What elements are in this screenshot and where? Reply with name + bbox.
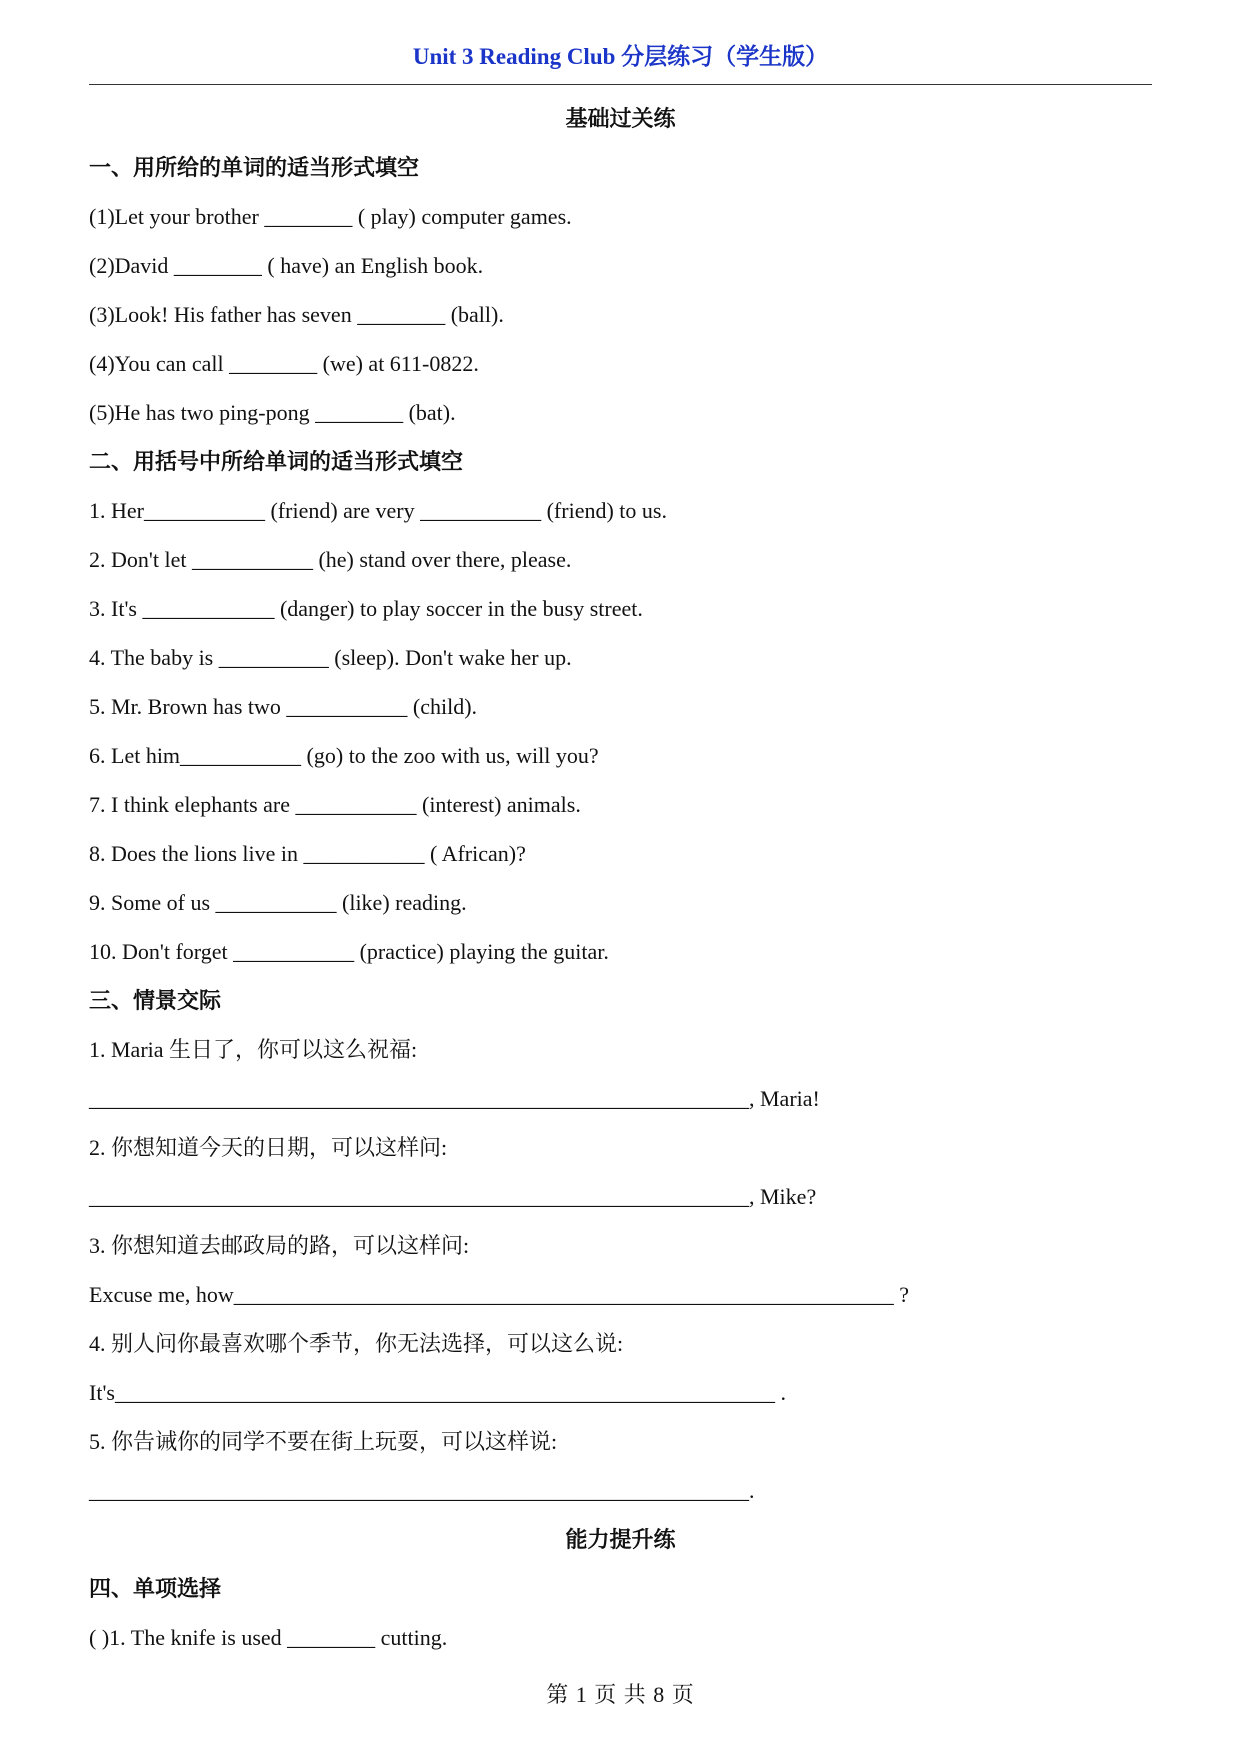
page-footer: 第 1 页 共 8 页 [546,1682,695,1707]
question-item: 5. Mr. Brown has two ___________ (child). [89,694,478,719]
section-title-basic: 基础过关练 [565,106,676,131]
question-item: 6. Let him___________ (go) to the zoo with us, will you? [89,743,599,768]
question-item: 1. Her___________ (friend) are very ___________ (friend) to us. [89,498,667,523]
question-item: 4. The baby is __________ (sleep). Don't wake her up. [89,645,572,670]
question-item: 2. 你想知道今天的日期，可以这样问: [89,1135,448,1160]
section-title-advanced: 能力提升练 [565,1527,676,1552]
answer-line: ____________________________________________________________, Mike? [89,1184,817,1209]
part3-heading: 三、情景交际 [89,988,222,1013]
answer-line: Excuse me, how____________________________________________________________ ? [89,1282,910,1307]
question-item: (5)He has two ping-pong ________ (bat). [89,400,456,425]
question-item: (2)David ________ ( have) an English book. [89,253,484,278]
question-item: 5. 你告诫你的同学不要在街上玩耍，可以这样说: [89,1429,558,1454]
answer-line: ____________________________________________________________. [89,1478,755,1503]
question-item: ( )1. The knife is used ________ cutting. [89,1625,448,1650]
question-item: 1. Maria 生日了，你可以这么祝福: [89,1037,418,1062]
question-item: 4. 别人问你最喜欢哪个季节，你无法选择，可以这么说: [89,1331,624,1356]
question-item: (1)Let your brother ________ ( play) computer games. [89,204,572,229]
question-item: 7. I think elephants are ___________ (interest) animals. [89,792,581,817]
question-item: 8. Does the lions live in ___________ ( African)? [89,841,526,866]
part4-heading: 四、单项选择 [89,1576,222,1601]
answer-line: ____________________________________________________________, Maria! [89,1086,820,1111]
question-item: 10. Don't forget ___________ (practice) playing the guitar. [89,939,609,964]
part2-heading: 二、用括号中所给单词的适当形式填空 [89,449,464,474]
question-item: 9. Some of us ___________ (like) reading. [89,890,467,915]
question-item: 3. 你想知道去邮政局的路，可以这样问: [89,1233,470,1258]
worksheet-content [89,94,1152,1662]
question-item: 2. Don't let ___________ (he) stand over there, please. [89,547,572,572]
answer-line: It's____________________________________________________________ . [89,1380,786,1405]
part1-heading: 一、用所给的单词的适当形式填空 [89,155,420,180]
page-header [89,28,1152,85]
question-item: (4)You can call ________ (we) at 611-0822. [89,351,479,376]
question-item: 3. It's ____________ (danger) to play soccer in the busy street. [89,596,643,621]
document-title: Unit 3 Reading Club 分层练习（学生版） [412,44,829,69]
question-item: (3)Look! His father has seven ________ (ball). [89,302,504,327]
